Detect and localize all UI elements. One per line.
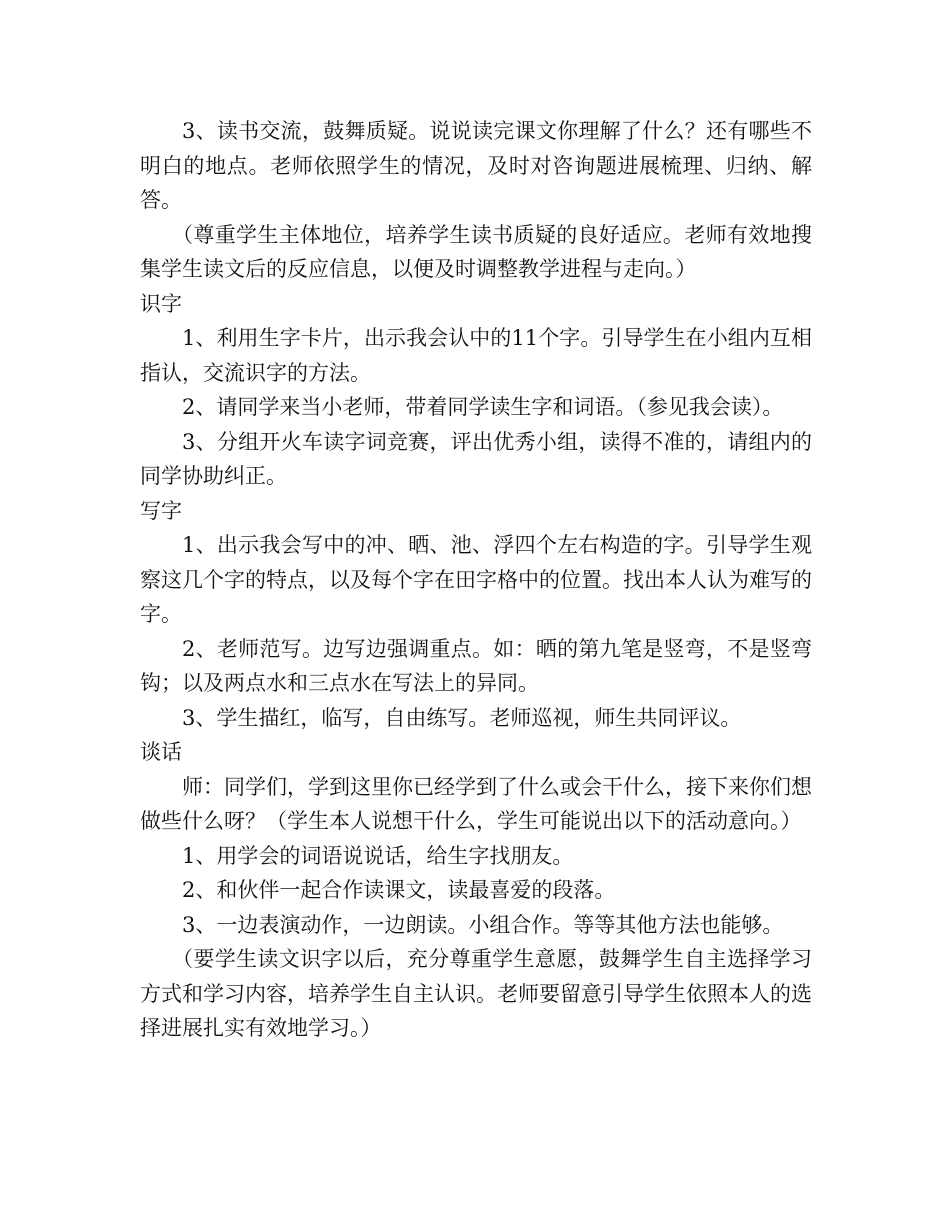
section-heading-literacy: 识字 xyxy=(140,291,182,316)
document-body xyxy=(140,114,812,1046)
paragraph-note-autonomy: （要学生读文识字以后，充分尊重学生意愿，鼓舞学生自主选择学习方式和学习内容，培养学生自主认识。老师要留意引导学生依照本人的选择进展扎实有效地学习。） xyxy=(140,947,812,1040)
paragraph-reading-exchange: 3、读书交流，鼓舞质疑。说说读完课文你理解了什么？还有哪些不明白的地点。老师依照学生的情况，及时对咨询题进展梳理、归纳、解答。 xyxy=(140,119,812,212)
paragraph-writing-3: 3、学生描红，临写，自由练写。老师巡视，师生共同评议。 xyxy=(182,705,742,730)
section-heading-writing: 写字 xyxy=(140,498,182,523)
paragraph-note-reading: （尊重学生主体地位，培养学生读书质疑的良好适应。老师有效地搜集学生读文后的反应信息，以便及时调整教学进程与走向。） xyxy=(140,222,812,281)
paragraph-literacy-3: 3、分组开火车读字词竞赛，评出优秀小组，读得不准的，请组内的同学协助纠正。 xyxy=(140,429,812,488)
paragraph-writing-1: 1、出示我会写中的冲、晒、池、浮四个左右构造的字。引导学生观察这几个字的特点，以及每个字在田字格中的位置。找出本人认为难写的字。 xyxy=(140,533,812,626)
paragraph-literacy-2: 2、请同学来当小老师，带着同学读生字和词语。（参见我会读）。 xyxy=(182,395,784,419)
paragraph-talk-1: 1、用学会的词语说说话，给生字找朋友。 xyxy=(182,843,574,868)
paragraph-writing-2: 2、老师范写。边写边强调重点。如：晒的第九笔是竖弯，不是竖弯钩；以及两点水和三点水在写法上的异同。 xyxy=(140,636,812,695)
paragraph-talk-intro: 师：同学们，学到这里你已经学到了什么或会干什么，接下来你们想做些什么呀？（学生本人说想干什么，学生可能说出以下的活动意向。） xyxy=(140,774,812,833)
paragraph-talk-2: 2、和伙伴一起合作读课文，读最喜爱的段落。 xyxy=(182,878,616,902)
paragraph-literacy-1: 1、利用生字卡片，出示我会认中的11个字。引导学生在小组内互相指认，交流识字的方法。 xyxy=(140,326,812,385)
paragraph-talk-3: 3、一边表演动作，一边朗读。小组合作。等等其他方法也能够。 xyxy=(182,912,784,937)
section-heading-talk: 谈话 xyxy=(140,740,182,764)
